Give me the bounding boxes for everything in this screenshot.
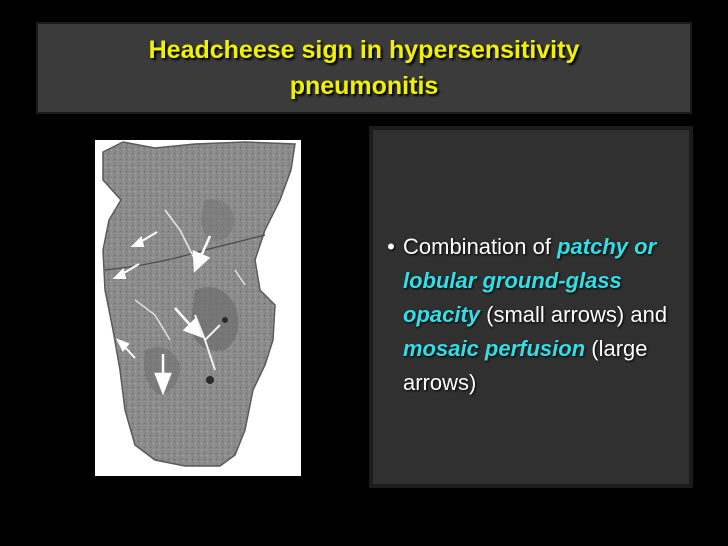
bullet-part-plain: Combination of (403, 234, 558, 259)
ct-lung-scan-image (95, 140, 301, 476)
slide-title: Headcheese sign in hypersensitivity pneumonitis (148, 36, 580, 100)
bullet-panel (369, 126, 693, 488)
title-box (36, 22, 692, 114)
bullet-part-plain: (small arrows) and (480, 302, 668, 327)
bullet-part-highlight: patchy or lobular ground-glass opacity (403, 234, 657, 327)
bullet-marker: • (387, 234, 395, 259)
bullet-part-highlight: mosaic perfusion (403, 336, 586, 361)
bullet-part-plain: (large arrows) (403, 336, 648, 395)
ct-lung-scan-icon (95, 140, 301, 476)
bullet-text (403, 230, 685, 400)
bullet-item (379, 230, 685, 400)
